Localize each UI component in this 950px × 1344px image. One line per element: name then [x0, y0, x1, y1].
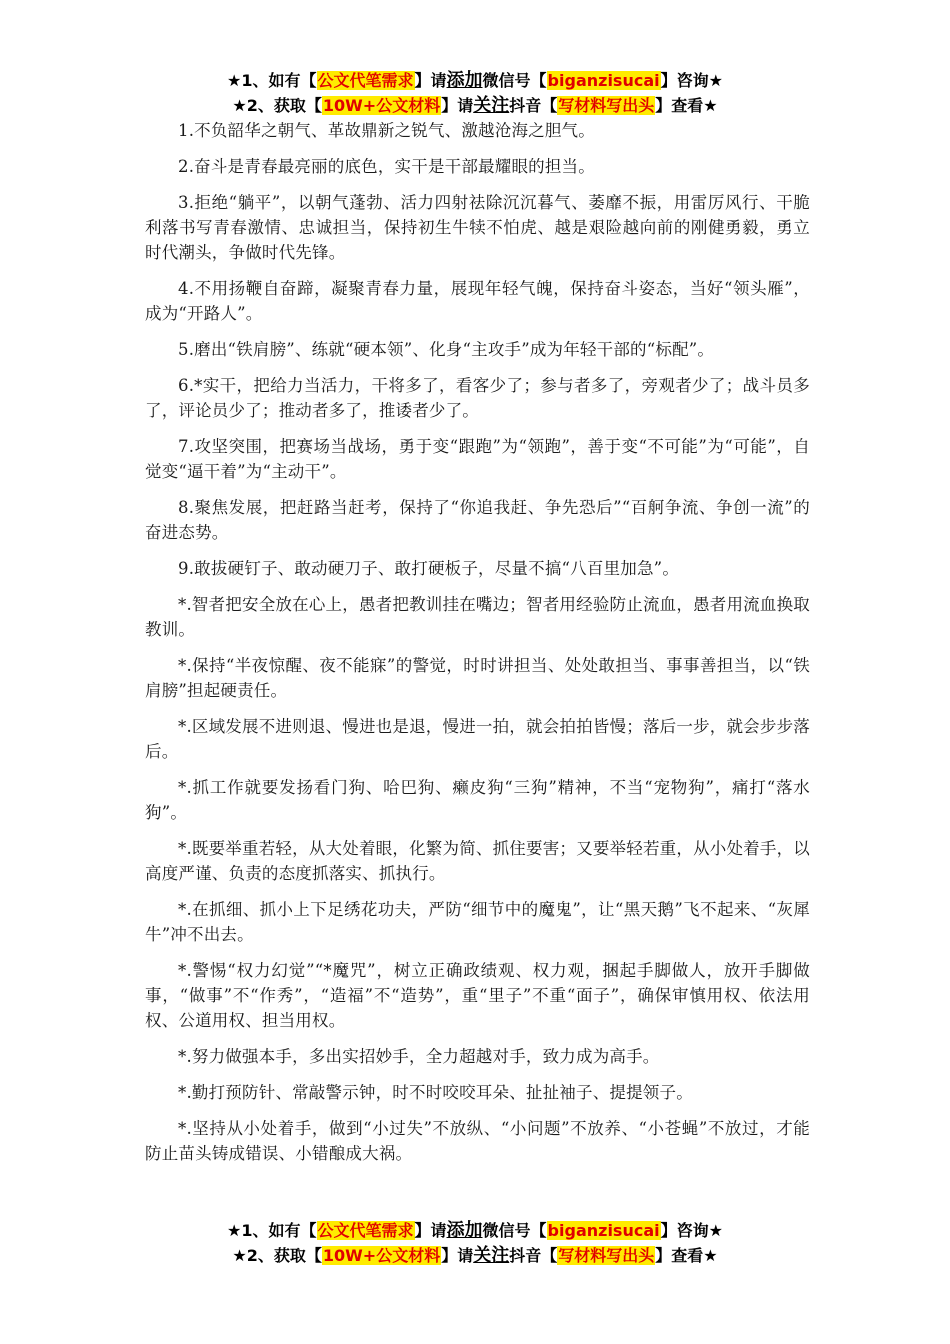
banner-text: 微信号【 [482, 1221, 547, 1240]
banner-text: ★1、如有【 [227, 1221, 317, 1240]
paragraph: *.警惕“权力幻觉”“*魔咒”，树立正确政绩观、权力观，捆起手脚做人，放开手脚做事，“做事”不“作秀”，“造福”不“造势”，重“里子”不重“面子”，确保审慎用权、依法用权、公道用权、担当用权。 [145, 961, 810, 1030]
paragraph: 4.不用扬鞭自奋蹄，凝聚青春力量，展现年轻气魄，保持奋斗姿态，当好“领头雁”，成为“开路人”。 [145, 279, 810, 323]
paragraph: *.智者把安全放在心上，愚者把教训挂在嘴边；智者用经验防止流血，愚者用流血换取教训。 [145, 595, 810, 639]
banner-text: 】咨询★ [660, 71, 723, 90]
banner-text: 】请 [441, 96, 474, 115]
paragraph: 9.敢拔硬钉子、敢动硬刀子、敢打硬板子，尽量不搞“八百里加急”。 [178, 559, 680, 578]
banner-highlight-service: 公文代笔需求 [317, 71, 414, 90]
banner-text: 】请 [414, 1221, 447, 1240]
paragraph: *.在抓细、抓小上下足绣花功夫，严防“细节中的魔鬼”，让“黑天鹅”飞不起来、“灰犀牛”冲不出去。 [145, 900, 810, 944]
banner-emphasis: 关注 [473, 1245, 510, 1266]
paragraph: 7.攻坚突围，把赛场当战场，勇于变“跟跑”为“领跑”，善于变“不可能”为“可能”，自觉变“逼干着”为“主动干”。 [145, 437, 811, 481]
banner-wechat-id: biganzisucai [547, 71, 660, 90]
paragraph: 6.*实干，把给力当活力，干将多了，看客少了；参与者多了，旁观者少了；战斗员多了，评论员少了；推动者多了，推诿者少了。 [145, 376, 810, 420]
banner-text: 】请 [441, 1246, 474, 1265]
paragraph: 1.不负韶华之朝气、革故鼎新之锐气、激越沧海之胆气。 [178, 121, 595, 140]
document-body [145, 118, 810, 1177]
banner-douyin-account: 写材料写出头 [558, 1246, 655, 1265]
bottom-banner [0, 1218, 950, 1268]
paragraph: *.保持“半夜惊醒、夜不能寐”的警觉，时时讲担当、处处敢担当、事事善担当，以“铁肩膀”担起硬责任。 [145, 656, 810, 700]
paragraph: 2.奋斗是青春最亮丽的底色，实干是干部最耀眼的担当。 [178, 157, 595, 176]
banner-text: 】查看★ [655, 96, 718, 115]
banner-text: 抖音【 [509, 1246, 558, 1265]
banner-douyin-account: 写材料写出头 [558, 96, 655, 115]
banner-text: ★1、如有【 [227, 71, 317, 90]
banner-line-2 [0, 93, 950, 118]
banner-line-2 [0, 1243, 950, 1268]
banner-highlight-service: 公文代笔需求 [317, 1221, 414, 1240]
banner-wechat-id: biganzisucai [547, 1221, 660, 1240]
paragraph: *.区域发展不进则退、慢进也是退，慢进一拍，就会拍拍皆慢；落后一步，就会步步落后。 [145, 717, 810, 761]
banner-emphasis: 添加 [446, 70, 483, 91]
banner-line-1 [0, 68, 950, 93]
banner-emphasis: 添加 [446, 1220, 483, 1241]
banner-emphasis: 关注 [473, 95, 510, 116]
banner-highlight-materials: 10W+公文材料 [322, 1246, 441, 1265]
banner-text: 】请 [414, 71, 447, 90]
paragraph: 3.拒绝“躺平”，以朝气蓬勃、活力四射祛除沉沉暮气、萎靡不振，用雷厉风行、干脆利落书写青春激情、忠诚担当，保持初生牛犊不怕虎、越是艰险越向前的刚健勇毅，勇立时代潮头，争做时代先锋。 [145, 193, 810, 262]
banner-text: ★2、获取【 [232, 96, 322, 115]
top-banner [0, 68, 950, 118]
paragraph: *.抓工作就要发扬看门狗、哈巴狗、癞皮狗“三狗”精神，不当“宠物狗”，痛打“落水狗”。 [145, 778, 810, 822]
paragraph: *.努力做强本手，多出实招妙手，全力超越对手，致力成为高手。 [178, 1047, 660, 1066]
banner-text: ★2、获取【 [232, 1246, 322, 1265]
banner-text: 】咨询★ [660, 1221, 723, 1240]
banner-text: 抖音【 [509, 96, 558, 115]
banner-text: 微信号【 [482, 71, 547, 90]
banner-highlight-materials: 10W+公文材料 [322, 96, 441, 115]
banner-text: 】查看★ [655, 1246, 718, 1265]
banner-line-1 [0, 1218, 950, 1243]
paragraph: 8.聚焦发展，把赶路当赶考，保持了“你追我赶、争先恐后”“百舸争流、争创一流”的奋进态势。 [145, 498, 810, 542]
paragraph: *.勤打预防针、常敲警示钟，时不时咬咬耳朵、扯扯袖子、提提领子。 [178, 1083, 693, 1102]
paragraph: 5.磨出“铁肩膀”、练就“硬本领”、化身“主攻手”成为年轻干部的“标配”。 [178, 340, 715, 359]
paragraph: *.坚持从小处着手，做到“小过失”不放纵、“小问题”不放养、“小苍蝇”不放过，才能防止苗头铸成错误、小错酿成大祸。 [145, 1119, 810, 1163]
paragraph: *.既要举重若轻，从大处着眼，化繁为简、抓住要害；又要举轻若重，从小处着手，以高度严谨、负责的态度抓落实、抓执行。 [145, 839, 810, 883]
